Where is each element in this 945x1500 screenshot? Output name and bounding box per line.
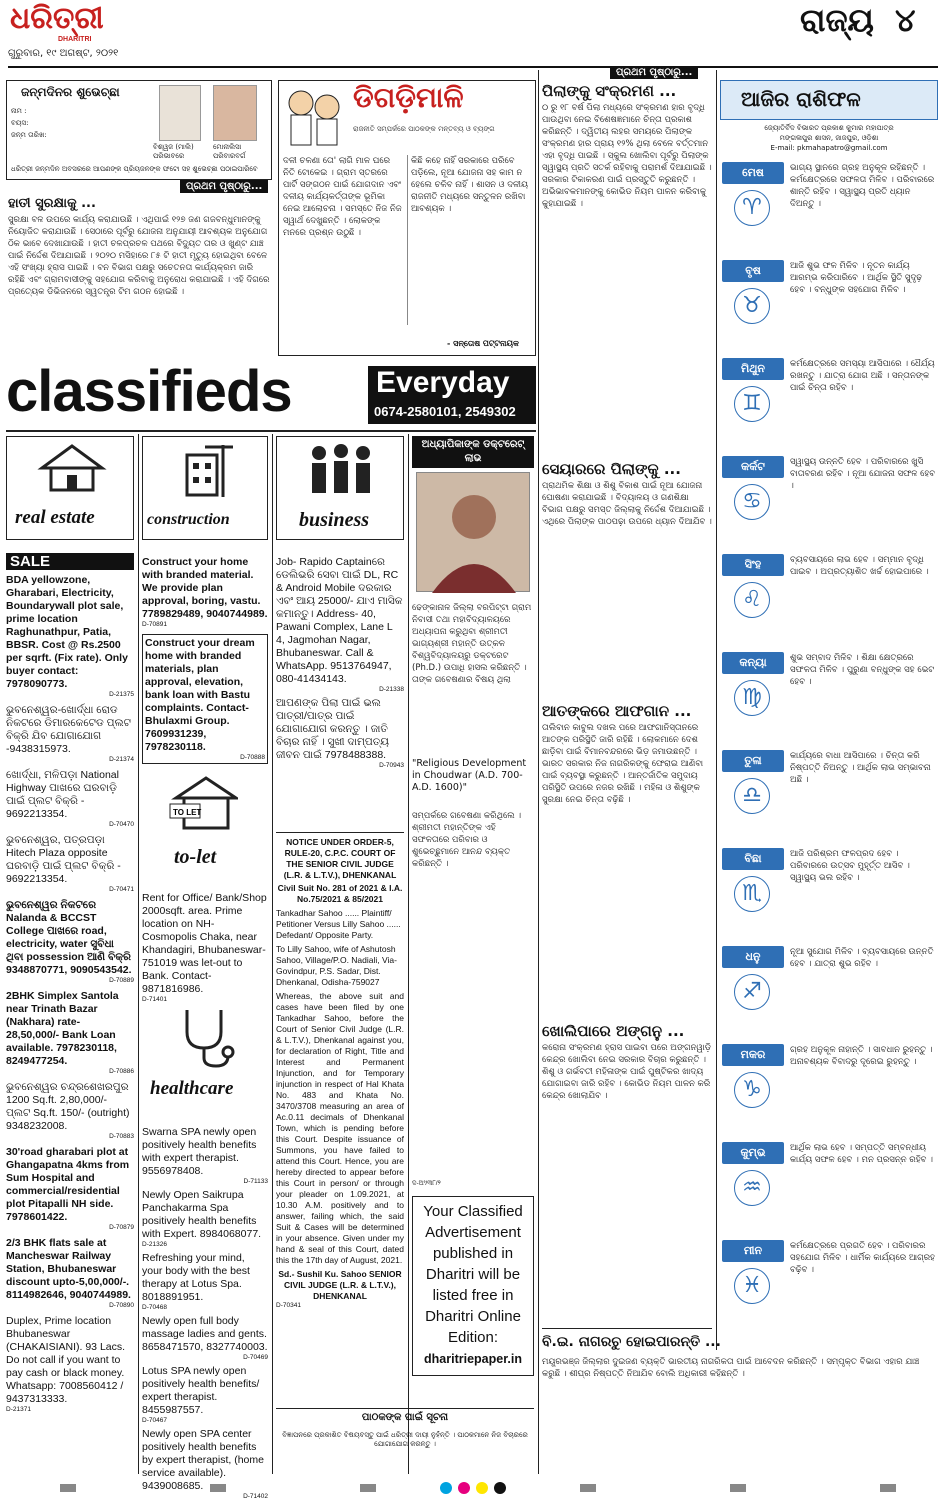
first-column-body: ସୁରକ୍ଷା ବଳ ଉପରେ କାର୍ଯ୍ୟ କରାଯାଉଛି । ଏଥିପାଇଁ ୧୨୭ ଜଣ ଗଜବନ୍ଧୁମାନଙ୍କୁ ନିୟୋଜିତ କରାଯାଉଛି । ସେଠାରେ ପୂର୍ବରୁ ଯୋଜନା ଅନୁଯାୟୀ ଆବଶ୍ୟକ ଅନୁଯୋଗ ଠିକ ଭାବେ ଦେଖାଯାଉଛି । ହାତୀ ଚଳପ୍ରଚଳ ପଥରେ ବିଦ୍ୟୁତ ତାର ଓ ଖୁଣ୍ଟ ଯାଞ୍ଚ ପାଇଁ ନିର୍ଦ୍ଦେଶ ଦିଆଯାଇଛି । ୨୦୨୦ ମସିହାରେ ୮୫ ଟି ହାତୀ ମୃତ୍ୟୁ ହୋଇଥିବା ବେଳେ ଏହି ସଂଖ୍ୟା ହ୍ରାସ ପାଇଛି । ବନ ବିଭାଗ ପକ୍ଷରୁ ସଚେତନତା କାର୍ଯ୍ୟକ୍ରମ ଜାରି ରହିଛି ଏବଂ ଗ୍ରାମବାସୀଙ୍କୁ ସହଯୋଗ କରିବାକୁ ଅନୁରୋଧ କରାଯାଇଛି । ଏହି ଦିଗରେ ପ୍ରତ୍ୟେକ ଡିଭିଜନରେ ସ୍ୱତନ୍ତ୍ର ଟିମ ଗଠନ ହୋଇଛି । <box>8 215 270 297</box>
zodiac-symbol-icon: ♐ <box>734 974 770 1010</box>
birthday-sub-2: ପରିବାରବର୍ଗ <box>213 152 246 160</box>
classified-ad[interactable]: Construct your dream home with branded materials, plan approval, elevation, bank loan with Bastu complaints. Contact- Bhulaxmi Group. 7609931239, 7978230118. D-70888 <box>142 634 268 764</box>
classified-ad[interactable]: Duplex, Prime location Bhubaneswar (CHAKAISIANI). 93 Lacs. Do not call if you want to pay cash or black money. Whatsapp: 7008560412 / 9437313333. D-21371 <box>6 1315 126 1413</box>
business-people-icon <box>303 441 379 501</box>
birthday-title: ଜନ୍ମଦିନର ଶୁଭେଚ୍ଛା <box>21 85 120 99</box>
zodiac-symbol-icon: ♓ <box>734 1268 770 1304</box>
notice-body: Whereas, the above suit and cases have been filed by one Tankadhar Sahoo, before the Court of Senior Civil Judge (L.R. & L.T.V.), Dhenkanal against you, for declaration of Right, Title and Interest and Permanent Injunction, and for Temporary injunction in respect of Hal Khata No. 483 and Khata No. 3470/3708 measuring an area of Ac.0.11 decimals of Dhenkanal Town, which is pending before this Court. Despite issuance of Summons, you have failed to attend this Court. Hence, you are hereby directed to appear before this Court in person/ or through your pleader on 1.09.2021, at 10.30 A.M. positively and to answer, failing which, the said Suit & Cases will be determined in your absence. Given under my hand & seal of this Court, dated this the 17th day of August, 2021. <box>276 991 404 1265</box>
classified-ad[interactable]: 2BHK Simplex Santola near Trinath Bazar (Nakhara) rate- 28,50,000/- Bank Loan available. 7978230118, 8249477254. D-70886 <box>6 990 134 1075</box>
doctorate-box <box>412 436 534 1192</box>
horoscope-email: E-mail: pkmahapatro@gmail.com <box>770 144 888 152</box>
classified-ad[interactable]: Newly Open Saikrupa Panchakarma Spa positively health benefits with Expert. 8984068077. D-21326 <box>142 1189 262 1248</box>
zodiac-name: କର୍କଟ <box>722 456 784 478</box>
birthday-field-dob: ଜନ୍ମ ତାରିଖ: <box>11 131 47 139</box>
birthday-sub-1: ପରିଭାବରେ <box>153 152 185 160</box>
horoscope-sign <box>720 1238 938 1332</box>
free-listing-text: Your Classified Advertisement published in Dharitri will be listed free in Dharitri Online Edition: <box>423 1203 523 1346</box>
classified-ad[interactable]: ଭୁବନେଶ୍ୱର, ପତ୍ରପଡ଼ା Hitech Plaza opposite ଘରବାଡ଼ି ପାଇଁ ପ୍ଲଟ ବିକ୍ରି - 9692213354. D-70471 <box>6 834 134 893</box>
birthday-field-age: ବୟସ: <box>11 119 29 127</box>
classified-ad[interactable]: ଭୁବନେଶ୍ୱର-ଖୋର୍ଦ୍ଧା ରୋଡ ନିକଟରେ ଡିମାରକେଟେଡ ପ୍ଲଟ ବିକ୍ରି ଯିବ ଯୋଗାଯୋଗ -9438315973. D-21374 <box>6 704 134 763</box>
zodiac-symbol-icon: ♑ <box>734 1072 770 1108</box>
notice-sign: Sd.- Sushil Ku. Sahoo SENIOR CIVIL JUDGE (L.R. & L.T.V.), DHENKANAL <box>278 1269 402 1301</box>
news-title-5: ବି.ଇ. ନାଗରଚୁ ହୋଇପାରନ୍ତି ... <box>542 1334 721 1350</box>
stethoscope-icon <box>172 1002 242 1072</box>
classified-ad[interactable]: 2/3 BHK flats sale at Mancheswar Railway Station, Bhubaneswar discount upto-5,00,000/-. 8114982646, 9040744989. D-70890 <box>6 1237 134 1309</box>
cartoon-figures-icon <box>283 85 345 149</box>
horoscope-title: ଆଜିର ରାଶିଫଳ <box>741 87 861 111</box>
horoscope-sign <box>720 1042 938 1136</box>
zodiac-prediction: ଆର୍ଥିକ ଲାଭ ହେବ । ସମ୍ପତ୍ତି ସମ୍ବନ୍ଧୀୟ କାର୍ଯ୍ୟ ସଫଳ ହେବ । ମନ ପ୍ରସନ୍ନ ରହିବ । <box>790 1143 933 1165</box>
classifieds-banner <box>6 359 536 426</box>
readers-note-text: ବିଜ୍ଞାପନରେ ପ୍ରକାଶିତ ବିଷୟବସ୍ତୁ ପାଇଁ ଧରିତ୍ରୀ ଦାୟୀ ନୁହଁନ୍ତି । ପାଠକମାନେ ନିଜ ବିଚାରରେ ଯୋଗାଯୋଗ କରନ୍ତୁ । <box>282 1431 528 1448</box>
healthcare-label: healthcare <box>150 1078 234 1099</box>
svg-text:TO LET: TO LET <box>173 808 202 817</box>
real-estate-category <box>6 436 134 540</box>
cartoon-title: ଡିଗଡ଼ିମାଳି <box>353 83 464 114</box>
notice-suit: Civil Suit No. 281 of 2021 & I.A. No.75/2021 & 85/2021 <box>277 883 403 904</box>
zodiac-prediction: ସ୍ୱାସ୍ଥ୍ୟ ଉନ୍ନତି ହେବ । ପରିବାରରେ ଖୁସି ବାତାବରଣ ରହିବ । ନୂଆ ଯୋଜନା ସଫଳ ହେବ । <box>790 457 936 491</box>
zodiac-prediction: କର୍ମକ୍ଷେତ୍ରରେ ସମସ୍ୟା ଆସିପାରେ । ଧୈର୍ଯ୍ୟ ରଖନ୍ତୁ । ଯାତ୍ରା ଯୋଗ ଅଛି । ସନ୍ତାନଙ୍କ ପାଇଁ ଚିନ୍ତା ରହିବ । <box>790 359 935 393</box>
everyday-label: Everyday <box>376 366 510 399</box>
page-number: ୪ <box>895 2 916 38</box>
classified-ad[interactable]: ଭୁବନେଶ୍ୱର ନିକଟରେ Nalanda & BCCST College ପାଖରେ road, electricity, water ସୁବିଧା ଥିବା possession ଆଣି ବିକ୍ରି 9348870771, 9090543542. D-70889 <box>6 899 134 984</box>
sale-header: SALE <box>6 553 134 570</box>
zodiac-name: ସିଂହ <box>722 554 784 576</box>
masthead <box>0 0 945 70</box>
birthday-field-name: ନାମ : <box>11 107 27 115</box>
cartoon-col-1: ଦଳୀ ଚଳଣା ତୋ' ଲାଗି ମାଳ ଘରେ ନିତି ଟୋକେଇ । ଗ୍ରାମ ସ୍ତରରେ ପାର୍ଟି ସଙ୍ଗଠନ ପାଇଁ ଯୋଗଦାନ ଏବଂ ଦଳୀୟ କାର୍ଯ୍ୟକର୍ତ୍ତାଙ୍କ ଭୂମିକା ନେଇ ଆଲୋଚନା । ସମସ୍ତେ ନିଜ ନିଜ ସ୍ୱାର୍ଥ ଦେଖୁଛନ୍ତି । ଲୋକଙ୍କ ମନରେ ପ୍ରଶ୍ନ ଉଠୁଛି । <box>283 156 402 238</box>
news-title-1: ପିଲାଙ୍କୁ ସଂକ୍ରମଣ ... <box>542 82 677 100</box>
readers-note-title: ପାଠକଙ୍କ ପାଇଁ ସୂଚନା <box>361 1412 449 1423</box>
construction-category <box>142 436 268 540</box>
zodiac-prediction: ବ୍ୟବସାୟରେ ଲାଭ ହେବ । ସମ୍ମାନ ବୃଦ୍ଧି ପାଇବ । ଅପ୍ରତ୍ୟାଶିତ ଖର୍ଚ୍ଚ ହୋଇପାରେ । <box>790 555 929 577</box>
healthcare-category <box>142 998 268 1108</box>
horoscope-sign <box>720 356 938 450</box>
classified-ad[interactable]: Newly open full body massage ladies and gents. 8658471570, 8327740003. D-70469 <box>142 1315 268 1361</box>
birthday-caption-1: ବିଶ୍ୱଜ (ମାଲି) <box>153 143 194 151</box>
house-icon <box>37 443 107 493</box>
classifieds-title: classifieds <box>6 359 292 424</box>
horoscope-address: ମଙ୍ଗଳାପୁର ଶାସନ, ଜାଜପୁର, ଓଡ଼ିଶା <box>779 134 879 142</box>
zodiac-name: ମକର <box>722 1044 784 1066</box>
construction-label: construction <box>147 511 230 528</box>
col-b-ads-mid <box>142 892 268 1003</box>
free-listing-url[interactable]: dharitriepaper.in <box>424 1352 522 1366</box>
to-let-house-icon <box>168 774 238 834</box>
zodiac-name: ତୁଳା <box>722 750 784 772</box>
horoscope-sign <box>720 552 938 646</box>
business-category <box>276 436 404 540</box>
classifieds-phone: 0674-2580101, 2549302 <box>374 404 516 419</box>
zodiac-name: ମୀନ <box>722 1240 784 1262</box>
col-b-ads-top <box>142 556 268 764</box>
horoscope-sign <box>720 944 938 1038</box>
to-let-label: to-let <box>174 846 217 868</box>
zodiac-prediction: କର୍ମକ୍ଷେତ୍ରରେ ପ୍ରଗତି ହେବ । ପରିବାରର ସହଯୋଗ ମିଳିବ । ଧାର୍ମିକ କାର୍ଯ୍ୟରେ ଆଗ୍ରହ ବଢ଼ିବ । <box>790 1241 936 1275</box>
cartoon-signature: - ସନ୍ତୋଷ ପଟ୍ଟନାୟକ <box>447 339 519 348</box>
zodiac-name: କୁମ୍ଭ <box>722 1142 784 1164</box>
real-estate-label: real estate <box>15 507 95 528</box>
zodiac-symbol-icon: ♍ <box>734 680 770 716</box>
cartoon-col-2: କିଛି କହେ ନାହିଁ ସରକାରେ ପରିବେ ପଡ଼ିଲେ, ନୂଆ ଯୋଜନା ସହ କାମ ନ ହେଲେ ଚଳିବ ନାହିଁ । ଶାସନ ଓ ଦଳୀୟ ରାଜନୀତି ମଧ୍ୟରେ ସନ୍ତୁଳନ ରଖିବା ଆବଶ୍ୟକ । <box>411 156 529 214</box>
birthday-caption-2: ମୋନାଲିସା <box>213 143 242 151</box>
classified-ad[interactable]: BDA yellowzone, Gharabari, Electricity, Boundarywall plot sale, prime location Raghunathpur, Patia, BBSR. Cost @ Rs.2500 per sqrft. (Fix rate). Only buyer contact: 7978090773. D-21375 <box>6 574 134 698</box>
building-crane-icon <box>179 441 235 501</box>
classified-ad[interactable]: Newly open SPA center positively health benefits by expert therapist, (home service available). 9439008685. D-71402 <box>142 1428 268 1500</box>
notice-title: NOTICE UNDER ORDER-5, RULE-20, C.P.C. COURT OF THE SENIOR CIVIL JUDGE (L.R. & L.T.V.), DHENKANAL <box>283 837 397 880</box>
zodiac-symbol-icon: ♏ <box>734 876 770 912</box>
horoscope-sign <box>720 1140 938 1234</box>
doctorate-title: ଅଧ୍ୟାପିକାଙ୍କ ଡକ୍ଟରେଟ୍ ଲାଭ <box>412 436 534 468</box>
horoscope-sign <box>720 454 938 548</box>
masthead-logo-sub: DHARITRI <box>58 36 92 43</box>
horoscope-sign <box>720 846 938 940</box>
zodiac-symbol-icon: ♈ <box>734 190 770 226</box>
doctorate-code: ଦ-ଅଂ/୩୮/୨ <box>412 1180 441 1187</box>
zodiac-prediction: କାର୍ଯ୍ୟରେ ବାଧା ଆସିପାରେ । ଚିନ୍ତା କରି ନିଷ୍ପତ୍ତି ନିଅନ୍ତୁ । ଆର୍ଥିକ ଲାଭ ସମ୍ଭାବନା ଅଛି । <box>790 751 931 785</box>
zodiac-name: ବୃଷ <box>722 260 784 282</box>
classified-ad[interactable]: Refreshing your mind, your body with the best therapy at Lotus Spa. 8018891951. D-70468 <box>142 1252 250 1311</box>
zodiac-prediction: ଆଜି ଶୁଭ ଫଳ ମିଳିବ । ନୂତନ କାର୍ଯ୍ୟ ଆରମ୍ଭ କରିପାରିବେ । ଆର୍ଥିକ ସ୍ଥିତି ସୁଦୃଢ଼ ହେବ । ବନ୍ଧୁଙ୍କ ସହଯୋଗ ମିଳିବ । <box>790 261 923 295</box>
zodiac-name: ବିଛା <box>722 848 784 870</box>
news-body-3: ତାଲିବାନ କାବୁଲ ଦଖଲ ପରେ ଆଫଗାନିସ୍ତାନରେ ଆତଙ୍କ ପରିସ୍ଥିତି ଜାରି ରହିଛି । ଲୋକମାନେ ଦେଶ ଛାଡ଼ିବା ପାଇଁ ବିମାନବନ୍ଦରରେ ଭିଡ଼ ଜମାଉଛନ୍ତି । ଭାରତ ସରକାର ନିଜ ନାଗରିକଙ୍କୁ ଫେରାଇ ଆଣିବା ପାଇଁ ବ୍ୟବସ୍ଥା କରୁଛନ୍ତି । ଆନ୍ତର୍ଜାତିକ ସମୁଦାୟ ପରିସ୍ଥିତି ଉପରେ ନଜର ରଖିଛି । ମହିଳା ଓ ଶିଶୁଙ୍କ ସୁରକ୍ଷା ନେଇ ଚିନ୍ତା ବଢ଼ିଛି । <box>542 723 704 805</box>
horoscope-sign <box>720 748 938 842</box>
classified-ad[interactable]: Job- Rapido Captainରେ ଡେଲିଭରି ସେବା ପାଇଁ DL, RC & Android Mobile ଦରକାର ଏବଂ ଆୟ 25000/- ଯାଏ ମାସିକ କମାନ୍ତୁ। Address- 40, Pawani Complex, Lane L 4, Jagmohan Nagar, Bhubaneswar. Call & WhatsApp. 9513764947, 080-41434143. D-21338 <box>276 556 404 693</box>
news-body-5: ମୟୂରଭଞ୍ଜ ଜିଲ୍ଲାର ଦୁଇଜଣ ବ୍ୟକ୍ତି ଭାରତୀୟ ନାଗରିକତା ପାଇଁ ଆବେଦନ କରିଛନ୍ତି । ସମ୍ପୃକ୍ତ ବିଭାଗ ଏହାର ଯାଞ୍ଚ କରୁଛି । ଶୀଘ୍ର ନିଷ୍ପତ୍ତି ନିଆଯିବ ବୋଲି ଅଧିକାରୀ କହିଛନ୍ତି । <box>542 1357 920 1379</box>
zodiac-prediction: ନୂଆ ସୁଯୋଗ ମିଳିବ । ବ୍ୟବସାୟରେ ଉନ୍ନତି ହେବ । ଯାତ୍ରା ଶୁଭ ରହିବ । <box>790 947 934 969</box>
business-label: business <box>299 509 370 531</box>
doctorate-quote: "Religious Development in Choudwar (A.D. 700- A.D. 1600)" <box>412 758 527 793</box>
birthday-box <box>6 80 272 180</box>
news-title-3: ଆତଙ୍କରେ ଆଫଗାନ ... <box>542 702 692 720</box>
notice-to: To Lilly Sahoo, wife of Ashutosh Sahoo, Village/P.O. Nadiali, Via-Govindpur, P.S. Sadar, Dist. Dhenkanal, Odisha-759027 <box>276 944 397 987</box>
birthday-photo-2 <box>213 85 257 141</box>
zodiac-prediction: ଗ୍ରହ ଅନୁକୂଳ ନାହାନ୍ତି । ସାବଧାନ ରୁହନ୍ତୁ । ଅନାବଶ୍ୟକ ବିବାଦରୁ ଦୂରେଇ ରୁହନ୍ତୁ । <box>790 1045 933 1067</box>
zodiac-symbol-icon: ♊ <box>734 386 770 422</box>
masthead-logo[interactable]: ଧରିତ୍ରୀ <box>10 2 104 35</box>
zodiac-prediction: ଭାଗ୍ୟ ସ୍ଥାନରେ ଗ୍ରହ ଅନୁକୂଳ ରହିଛନ୍ତି । କର୍ମକ୍ଷେତ୍ରରେ ସଫଳତା ମିଳିବ । ପରିବାରରେ ଶାନ୍ତି ରହିବ । ସ୍ୱାସ୍ଥ୍ୟ ପ୍ରତି ଧ୍ୟାନ ଦିଅନ୍ତୁ । <box>790 163 935 209</box>
portrait-icon <box>417 473 531 593</box>
readers-note <box>276 1408 534 1470</box>
classified-ad[interactable]: ଖୋର୍ଦ୍ଧା, ମଳିପଡ଼ା National Highway ପାଖରେ ଘରବାଡ଼ି ପାଇଁ ପ୍ଲଟ ବିକ୍ରି - 9692213354. D-70470 <box>6 769 134 828</box>
court-notice[interactable] <box>276 832 404 1384</box>
zodiac-symbol-icon: ♒ <box>734 1170 770 1206</box>
cartoon-box <box>278 80 536 356</box>
zodiac-name: ମେଷ <box>722 162 784 184</box>
news-title-4: ଖୋଲିପାରେ ଅଙ୍ଗନୁ ... <box>542 1022 685 1040</box>
to-let-category <box>142 774 268 874</box>
zodiac-name: କନ୍ୟା <box>722 652 784 674</box>
zodiac-name: ମିଥୁନ <box>722 358 784 380</box>
print-registration-strip <box>0 1478 945 1498</box>
news-body-2: ପ୍ରାଥମିକ ଶିକ୍ଷା ଓ ଶିଶୁ ବିକାଶ ପାଇଁ ନୂଆ ଯୋଜନା ଘୋଷଣା କରାଯାଇଛି । ବିଦ୍ୟାଳୟ ଓ ଗଣଶିକ୍ଷା ବିଭାଗ ପକ୍ଷରୁ ସମସ୍ତ ଜିଲ୍ଲାକୁ ନିର୍ଦ୍ଦେଶ ଦିଆଯାଇଛି । ଏଥିରେ ପିଲାଙ୍କ ପାଠପଢ଼ା ଉପରେ ଧ୍ୟାନ ଦିଆଯିବ । <box>542 481 712 527</box>
classified-ad[interactable]: 30'road gharabari plot at Ghangapatna 4kms from Sum Hospital and commercial/residential plot Pitapalli NH side. 7978601422. D-70879 <box>6 1146 134 1231</box>
news-body-4: କରୋନା ସଂକ୍ରମଣ ହ୍ରାସ ପାଇବା ପରେ ଅଙ୍ଗନୱାଡ଼ି କେନ୍ଦ୍ର ଖୋଲିବା ନେଇ ସରକାର ବିଚାର କରୁଛନ୍ତି । ଶିଶୁ ଓ ଗର୍ଭବତୀ ମହିଳାଙ୍କ ପାଇଁ ପୁଷ୍ଟିକର ଖାଦ୍ୟ ଯୋଗାଇବା ଜାରି ରହିବ । କୋଭିଡ ନିୟମ ପାଳନ କରି କେନ୍ଦ୍ର ଖୋଲାଯିବ । <box>542 1043 712 1101</box>
doctorate-body: ଢେଙ୍କାନାଳ ଜିଲ୍ଲା ବରପିଟ୍ଟା ଗ୍ରାମ ନିବାସୀ ତଥା ମହାବିଦ୍ୟାଳୟରେ ଅଧ୍ୟାପନା କରୁଥିବା ଶ୍ରୀମତୀ ଭାଗ୍ୟଶ୍ରୀ ମହାନ୍ତି ଉତ୍କଳ ବିଶ୍ୱବିଦ୍ୟାଳୟରୁ ଡକ୍ଟରେଟ (Ph.D.) ଉପାଧି ହାସଲ କରିଛନ୍ତି । ତାଙ୍କ ଗବେଷଣାର ବିଷୟ ଥିଲା <box>412 603 532 685</box>
classified-ad[interactable]: Lotus SPA newly open positively health benefits/ expert therapist. 8455987557. D-70467 <box>142 1365 260 1424</box>
zodiac-name: ଧନୁ <box>722 946 784 968</box>
free-listing-ad[interactable] <box>412 1196 534 1376</box>
continued-badge: ପ୍ରଥମ ପୃଷ୍ଠାରୁ... <box>180 180 268 193</box>
news-body-1: ୦ ରୁ ୧୮ ବର୍ଷ ପିଲା ମଧ୍ୟରେ ସଂକ୍ରମଣ ହାର ବୃଦ୍ଧି ପାଉଥିବା ନେଇ ବିଶେଷଜ୍ଞମାନେ ଚିନ୍ତା ପ୍ରକାଶ କରିଛନ୍ତି । ଦ୍ୱିତୀୟ ଲହର ସମୟରେ ପିଲାଙ୍କ ସଂକ୍ରମଣ ହାର ପ୍ରାୟ ୧୨% ଥିଲା ବେଳେ ବର୍ତ୍ତମାନ ଏହା ବୃଦ୍ଧି ପାଇଛି । ସ୍କୁଲ ଖୋଲିବା ପୂର୍ବରୁ ପିଲାଙ୍କ ସ୍ୱାସ୍ଥ୍ୟ ପ୍ରତି ସତର୍କ ରହିବାକୁ ପରାମର୍ଶ ଦିଆଯାଇଛି । ସରକାର ଟିକାକରଣ ପାଇଁ ପ୍ରସ୍ତୁତି କରୁଛନ୍ତି । ଅଭିଭାବକମାନଙ୍କୁ କୋଭିଡ ନିୟମ ପାଳନ କରିବାକୁ କୁହାଯାଇଛି । <box>542 103 712 209</box>
col-c-ads <box>276 556 404 769</box>
news-title-2: ସେୟାରରେ ପିଲାଙ୍କୁ ... <box>542 460 681 478</box>
notice-parties: Tankadhar Sahoo ...... Plaintiff/ Petitioner Versus Lilly Sahoo ...... Defedant/ Opposite Party. <box>276 908 401 940</box>
notice-code: D-70341 <box>276 1302 301 1309</box>
cartoon-strapline: ରାଜନୀତି ସମ୍ପର୍କରେ ପାଠକଙ୍କ ମନ୍ତବ୍ୟ ଓ ବ୍ୟଙ୍ଗ <box>353 125 495 133</box>
birthday-photo-1 <box>159 85 201 141</box>
doctorate-photo <box>416 472 530 592</box>
news-badge: ପ୍ରଥମ ପୃଷ୍ଠାରୁ... <box>610 66 698 79</box>
zodiac-prediction: ଆଜି ପରିଶ୍ରମ ଫଳପ୍ରଦ ହେବ । ପରିବାରରେ ଉତ୍ସବ ମୁହୂର୍ତ୍ତ ଆସିବ । ସ୍ୱାସ୍ଥ୍ୟ ଭଲ ରହିବ । <box>790 849 910 883</box>
everyday-box <box>368 366 536 424</box>
zodiac-prediction: ଶୁଭ ସମ୍ବାଦ ମିଳିବ । ଶିକ୍ଷା କ୍ଷେତ୍ରରେ ସଫଳତା ମିଳିବ । ପୁରୁଣା ବନ୍ଧୁଙ୍କ ସହ ଭେଟ ହେବ । <box>790 653 935 687</box>
zodiac-symbol-icon: ♌ <box>734 582 770 618</box>
zodiac-symbol-icon: ♉ <box>734 288 770 324</box>
classified-ad[interactable]: ଭୁବନେଶ୍ୱର ଚନ୍ଦ୍ରଶେଖରପୁର 1200 Sq.ft. 2,80,000/- ପ୍ଲଟ Sq.ft. 150/- (outright) 9348232008. D-70883 <box>6 1081 134 1140</box>
horoscope-sign <box>720 160 938 254</box>
masthead-date: ଗୁରୁବାର, ୧୯ ଅଗଷ୍ଟ, ୨୦୨୧ <box>8 48 119 59</box>
horoscope-sign <box>720 258 938 352</box>
classified-ad[interactable]: Construct your home with branded material. We provide plan approval, boring, vastu. 7789829489, 9040744989. D-70891 <box>142 556 268 628</box>
doctorate-body-2: ସମ୍ପର୍କରେ ଗବେଷଣା କରିଥିଲେ । ଶ୍ରୀମତୀ ମହାନ୍ତିଙ୍କ ଏହି ସଫଳତାରେ ପରିବାର ଓ ଶୁଭେଚ୍ଛୁମାନେ ଆନନ୍ଦ ବ୍ୟକ୍ତ କରିଛନ୍ତି । <box>412 811 522 869</box>
horoscope-header <box>720 80 938 120</box>
first-column-title: ହାତୀ ସୁରକ୍ଷାକୁ ... <box>8 196 96 211</box>
section-title: ରାଜ୍ୟ <box>800 2 874 38</box>
classified-ad[interactable]: Rent for Office/ Bank/Shop 2000sqft. area. Prime location on NH-Cosmopolis Chaka, near Khandagiri, Bhubaneswar- 751019 was let-out to Bank. Contact- 9871816986. D-71401 <box>142 892 267 1003</box>
classified-ad[interactable]: Swarna SPA newly open positively health benefits with expert therapist. 9556978408. D-71133 <box>142 1126 268 1185</box>
classified-ad[interactable]: ଆପଣଙ୍କ ପିଲା ପାଇଁ ଭଲ ପାତ୍ରୀ/ପାତ୍ର ପାଇଁ ଯୋଗାଯୋଗ କରନ୍ତୁ । ଜାତି ବିଚାର ନାହିଁ । ସୁଖୀ ଦାମ୍ପତ୍ୟ ଜୀବନ ପାଇଁ 7978488388. D-70943 <box>276 697 404 769</box>
zodiac-symbol-icon: ♋ <box>734 484 770 520</box>
horoscope-sign <box>720 650 938 744</box>
col-b-ads-health <box>142 1126 268 1500</box>
horoscope-author: ଜ୍ୟୋତିର୍ବିଦ ବିଭାରତ ପ୍ରକାଶ କୁମାର ମହାପାତ୍ର <box>764 124 894 132</box>
zodiac-symbol-icon: ♎ <box>734 778 770 814</box>
birthday-note: ଧରିତ୍ରୀ ଜନ୍ମଦିନ ଅବସରରେ ଆପଣଙ୍କ ପ୍ରିୟଜନଙ୍କ ଫଟୋ ସହ ଶୁଭେଚ୍ଛା ପଠାଇପାରିବେ <box>11 165 258 173</box>
col-a-ads <box>6 574 134 1413</box>
